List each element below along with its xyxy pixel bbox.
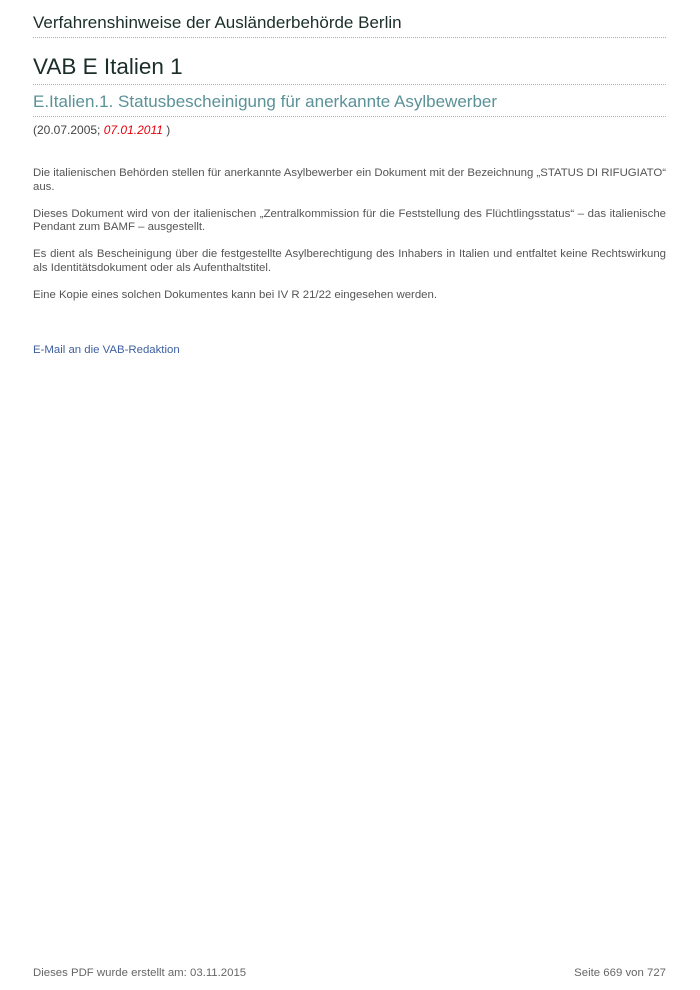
document-title: VAB E Italien 1 bbox=[33, 53, 666, 85]
footer-created-date: Dieses PDF wurde erstellt am: 03.11.2015 bbox=[33, 967, 247, 979]
site-header-title: Verfahrenshinweise der Ausländerbehörde Berlin bbox=[33, 13, 666, 38]
revision-dates bbox=[33, 123, 170, 137]
paragraph: Die italienischen Behörden stellen für anerkannte Asylbewerber ein Dokument mit der Bezeichnung „STATUS DI RIFUGIATO“ aus. bbox=[33, 167, 666, 193]
body-text bbox=[33, 167, 666, 316]
dates-close: ) bbox=[162, 123, 171, 137]
footer-page-number: Seite 669 von 727 bbox=[574, 967, 666, 979]
email-editorial-link[interactable]: E-Mail an die VAB-Redaktion bbox=[33, 344, 180, 356]
paragraph: Dieses Dokument wird von der italienischen „Zentralkommission für die Feststellung des Flüchtlingsstatus“ – das italienische Pendant zum BAMF – ausgestellt. bbox=[33, 207, 666, 233]
paragraph: Es dient als Bescheinigung über die festgestellte Asylberechtigung des Inhabers in Italien und entfaltet keine Rechtswirkung als Identitätsdokument oder als Aufenthaltstitel. bbox=[33, 248, 666, 274]
updated-date: 07.01.2011 bbox=[103, 123, 163, 137]
paragraph: Eine Kopie eines solchen Dokumentes kann bei IV R 21/22 eingesehen werden. bbox=[33, 288, 438, 301]
section-title: E.Italien.1. Statusbescheinigung für anerkannte Asylbewerber bbox=[33, 92, 666, 117]
original-date: (20.07.2005; bbox=[33, 123, 104, 137]
